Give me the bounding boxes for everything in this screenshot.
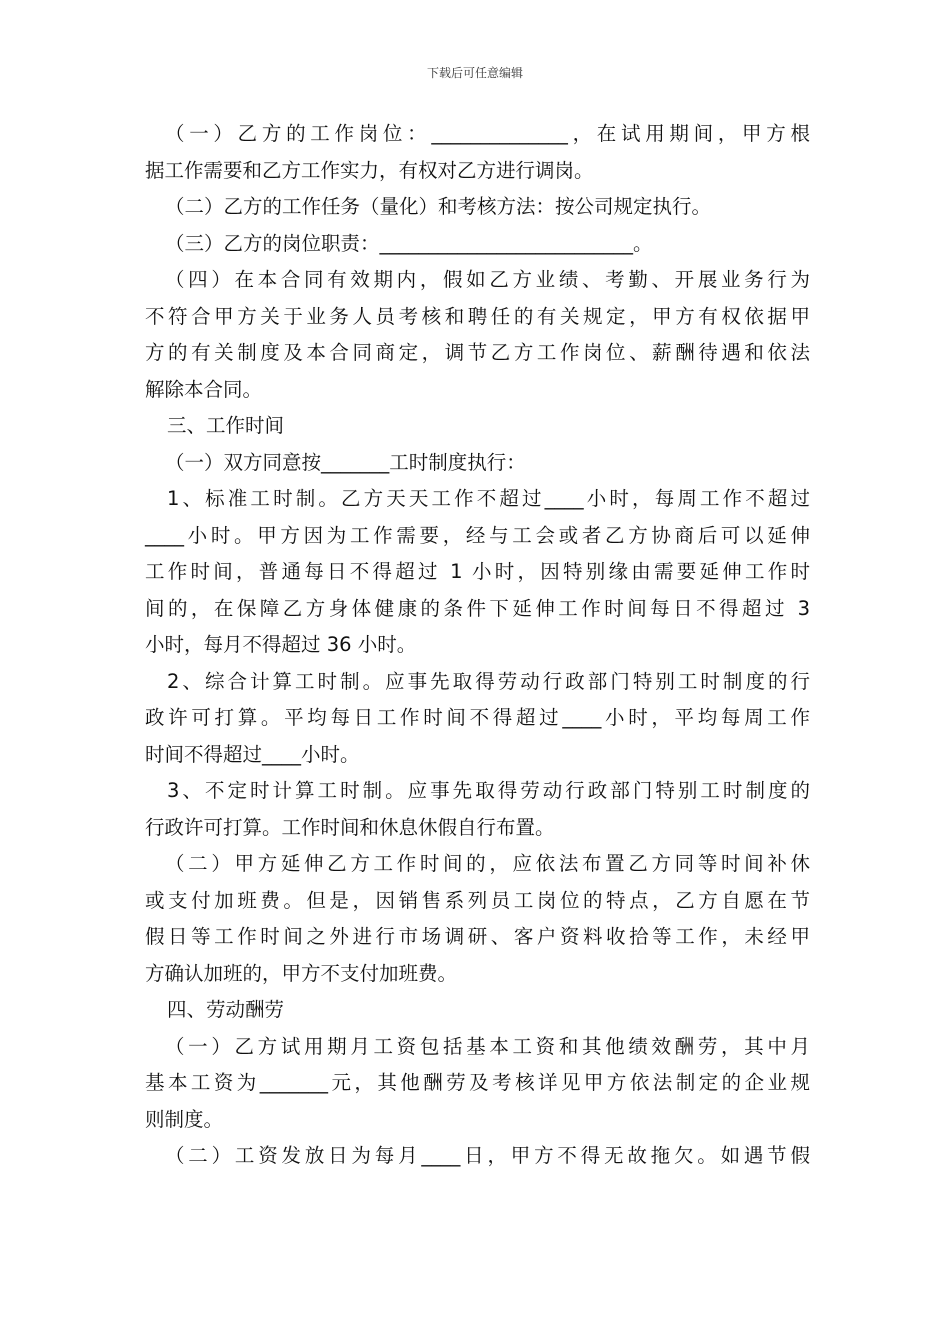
text-line: （三）乙方的岗位职责：__________________________。 xyxy=(165,231,653,255)
text-line: 基本工资为_______元，其他酬劳及考核详见甲方依法制定的企业规 xyxy=(145,1071,810,1094)
text-line: 或支付加班费。但是，因销售系列员工岗位的特点，乙方自愿在节 xyxy=(145,888,810,912)
text-line: 2、综合计算工时制。应事先取得劳动行政部门特别工时制度的行 xyxy=(167,669,810,693)
text-line: 方的有关制度及本合同商定，调节乙方工作岗位、薪酬待遇和依法 xyxy=(145,341,810,364)
text-line: 3、不定时计算工时制。应事先取得劳动行政部门特别工时制度的 xyxy=(167,779,810,802)
text-line: 方确认加班的，甲方不支付加班费。 xyxy=(145,961,458,985)
text-line: （二）甲方延伸乙方工作时间的，应依法布置乙方同等时间补休 xyxy=(165,852,810,875)
text-line: ____小时。甲方因为工作需要，经与工会或者乙方协商后可以延伸 xyxy=(145,523,810,547)
text-line: （二）乙方的工作任务（量化）和考核方法：按公司规定执行。 xyxy=(165,195,712,218)
text-line: 不符合甲方关于业务人员考核和聘任的有关规定，甲方有权依据甲 xyxy=(145,304,810,328)
text-line: 行政许可打算。工作时间和休息休假自行布置。 xyxy=(145,815,555,839)
text-line: 工作时间，普通每日不得超过 1 小时，因特别缘由需要延伸工作时 xyxy=(145,560,810,583)
text-line: 时间不得超过____小时。 xyxy=(145,742,360,766)
text-line: （一）乙方试用期月工资包括基本工资和其他绩效酬劳，其中月 xyxy=(165,1034,810,1058)
text-line: 假日等工作时间之外进行市场调研、客户资料收拾等工作，未经甲 xyxy=(145,925,810,948)
text-line: 四、劳动酬劳 xyxy=(167,998,285,1021)
text-line: 间的，在保障乙方身体健康的条件下延伸工作时间每日不得超过 3 xyxy=(145,596,810,620)
text-line: （一）双方同意按_______工时制度执行： xyxy=(165,450,526,474)
text-line: 则制度。 xyxy=(145,1107,224,1131)
text-line: 1、标准工时制。乙方天天工作不超过____小时，每周工作不超过 xyxy=(167,487,810,510)
text-line: （四）在本合同有效期内，假如乙方业绩、考勤、开展业务行为 xyxy=(165,268,810,291)
text-line: （二）工资发放日为每月____日，甲方不得无故拖欠。如遇节假 xyxy=(165,1144,810,1167)
document-body xyxy=(145,116,810,1175)
text-line: 据工作需要和乙方工作实力，有权对乙方进行调岗。 xyxy=(145,158,594,182)
text-line: 三、工作时间 xyxy=(167,414,285,437)
page-header: 下载后可任意编辑 xyxy=(426,66,523,80)
text-line: 解除本合同。 xyxy=(145,377,263,401)
text-line: 政许可打算。平均每日工作时间不得超过____小时，平均每周工作 xyxy=(145,706,810,729)
text-line: 小时，每月不得超过 36 小时。 xyxy=(145,633,417,656)
text-line: （一）乙方的工作岗位：______________，在试用期间，甲方根 xyxy=(165,122,810,145)
